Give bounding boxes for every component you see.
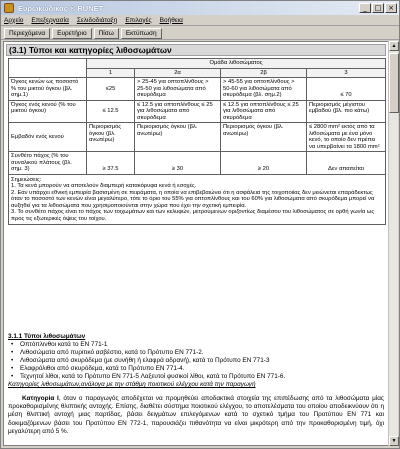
cell-g1: ≥ 37.5: [87, 152, 135, 175]
cell-g2a: ≥ 30: [135, 152, 221, 175]
menu-options[interactable]: Επιλογές: [125, 16, 152, 24]
cell-g3: Περιορισμός μέγιστου εμβαδού (βλ. πιο κάτω): [307, 100, 386, 123]
category-text: , όταν ο παραγωγός αποδέχεται να προμηθεύει αποδακτικά στοιχεία της επιπέδωσης από τα λιθοσώματα μίας προκαθορισμένης θλιπτικής αντοχής. Επίσης, διαθέτει σύστημα ποιοτικού ελέγχου, το αποτελέσματα του οποίου αποδεικνύουν ότι η μέση θλιπτική αντοχή μιας παρτίδας, βάσει δειγμάτων επιλεγόμενων κατά το σχετικό τμήμα του Προτύπου EN 771 και δοκιμαζόμενων βάσει του Προτύπου EN 772-1, παρουσιάζει πιθανότητα να είναι μικρότερη από την προκαθορισμένη τιμή, όχι μεγαλύτερη από 5 %.: [8, 395, 384, 435]
category-paragraph: [8, 395, 384, 436]
cell-g2b: ≥ 20: [221, 152, 307, 175]
menu-help[interactable]: Βοήθεια: [159, 16, 183, 24]
app-icon: [4, 3, 14, 13]
group-header: Ομάδα λιθοσώματος: [87, 59, 386, 69]
table-corner: [9, 59, 87, 78]
masonry-units-table: [8, 58, 386, 225]
list-item: • Τεχνητοί λίθοι, κατά το Πρότυπο EN 771-5 Λαξευτοί φυσικοί λίθοι, κατά το Πρότυπο EN 771-6.: [8, 373, 384, 381]
table-row: [9, 78, 386, 101]
table-row: [9, 100, 386, 123]
menu-page-layout[interactable]: Σελιδοδιάταξη: [76, 16, 118, 24]
cell-g2b: > 45-55 για οπτοπλίνθους > 50-60 για λιθοσώματα από σκυρόδεμα (βλ. σημ.2): [221, 78, 307, 101]
row-label: Συνθέτο πάχος (% του συναλικού πλάτους (βλ. σημ. 3): [9, 152, 87, 175]
page-title: (3.1) Τύποι και κατηγορίες λιθοσωμάτων: [6, 44, 386, 56]
print-button[interactable]: Εκτύπωση: [121, 28, 162, 39]
back-button[interactable]: Πίσω: [94, 28, 119, 39]
menu-file[interactable]: Αρχείο: [4, 16, 24, 24]
close-button[interactable]: ×: [385, 3, 397, 13]
category-lead: Κατηγορία Ι: [22, 395, 59, 402]
window-title: Ευρωκώδικας ® RUNET: [18, 3, 104, 13]
cell-g3: ≤ 70: [307, 78, 386, 101]
note-1: 1. Τα κενά μπορούν να αποτελούν διαμπερή κατακόρυφα κενά ή εσοχές.: [11, 183, 197, 189]
list-item: • Οπτόπλινθοι κατά το EN 771-1: [8, 341, 384, 349]
note-2: 2. Εάν υπάρχει εθνική εμπειρία βασισμένη σε πειράματα, η οποία να επιβεβαιώνει ότι η ασφάλεια της τοιχοποιίας δεν μειώνεται επαράδεκτως όταν το ποσοστό των κενών είναι μεγαλύτερο, τότε το όριο του 55% για οπτοπλίνθους και του 60% για λιθοσώματα από σκυρόδεμα μπορεί να αυξηθεί για τα λιθοσώματα που χρησιμοποιούνται στην χώρα που έχει την σχετική εμπειρία.: [11, 189, 375, 209]
menu-bar: [1, 15, 399, 26]
col-header-1: 1: [87, 68, 135, 78]
categories-link[interactable]: Κατηγορίες λιθοσωμάτων,ανάλογα με την στάθμη ποιοτικού ελέγχου κατά την παραγωγή: [8, 381, 256, 388]
notes-title: Σημειώσεις:: [11, 176, 42, 183]
section-title: 3.1.1 Τύποι λιθοσωμάτων: [8, 333, 86, 340]
cell-g2a: ≤ 12.5 για οπτοπλίνθους ≤ 25 για λιθοσώματα από σκυρόδεμα: [135, 100, 221, 123]
table-notes: [9, 174, 386, 225]
unit-types-section: [8, 333, 384, 436]
help-toolbar: [1, 27, 399, 40]
note-3: 3. Το συνθέτο πάχος είναι το πάχος των τοιχωμάτων και των κελυφών, μετρούμενων οριζοντίως διαμέσου του λιθοσώματος σε ορθή γωνία ως προς τις εξωτερικές όψεις του τοίχου.: [11, 209, 375, 222]
menu-edit[interactable]: Επεξεργασία: [31, 16, 69, 24]
list-item: • Λιθοσώματα από σκυρόδεμα (με συνήθη ή ελαφρά αδρανή), κατά το Πρότυπο EN 771-3: [8, 357, 384, 365]
row-label: Όγκος κενών ως ποσοστό % του μικτού όγκου (βλ. σημ.1): [9, 78, 87, 101]
col-header-2a: 2α: [135, 68, 221, 78]
index-button[interactable]: Ευρετήριο: [52, 28, 91, 39]
contents-button[interactable]: Περιεχόμενα: [4, 28, 50, 39]
unit-types-list: [8, 341, 384, 381]
cell-g2b: Περιορισμός όγκου (βλ. ανωτέρω): [221, 123, 307, 152]
table-row: [9, 152, 386, 175]
cell-g2a: > 25-45 για οπτοπλίνθους > 25-50 για λιθοσώματα από σκυρόδεμα: [135, 78, 221, 101]
row-label: Όγκος ενός κενού (% του μικτού όγκου): [9, 100, 87, 123]
scroll-thumb[interactable]: [389, 53, 399, 113]
cell-g2a: Περιορισμός όγκου (βλ. ανωτέρω): [135, 123, 221, 152]
col-header-3: 3: [307, 68, 386, 78]
cell-g3: ≤ 2800 mm² εκτός από τα λιθοσώματα με ένα μόνο κενό, το οποίο δεν πρέπει να υπερβαίνει τα 1800 mm²: [307, 123, 386, 152]
table-row: [9, 123, 386, 152]
help-content: [3, 41, 389, 446]
cell-g3: Δεν απαιτείται: [307, 152, 386, 175]
scroll-up-arrow-icon[interactable]: ▲: [389, 41, 399, 51]
window-controls: [359, 3, 397, 13]
cell-g1: ≤25: [87, 78, 135, 101]
title-bar[interactable]: [1, 1, 399, 15]
minimize-button[interactable]: _: [359, 3, 371, 13]
scroll-down-arrow-icon[interactable]: ▼: [389, 436, 399, 446]
vertical-scrollbar[interactable]: [388, 41, 398, 446]
cell-g2b: ≤ 12.5 για οπτοπλίνθους ≤ 25 για λιθοσώματα από σκυρόδεμα: [221, 100, 307, 123]
row-label: Εμβαδόν ενός κενού: [9, 123, 87, 152]
cell-g1: Περιορισμός όγκου (βλ. ανωτέρω): [87, 123, 135, 152]
list-item: • Λιθοσώματα από πυριτικό ασβέστιο, κατά το Πρότυπο EN 771-2.: [8, 349, 384, 357]
cell-g1: ≤ 12.5: [87, 100, 135, 123]
maximize-button[interactable]: □: [372, 3, 384, 13]
col-header-2b: 2β: [221, 68, 307, 78]
list-item: • Ελαφρόλιθοι από σκυρόδεμα, κατά το Πρότυπο EN 771-4.: [8, 365, 384, 373]
